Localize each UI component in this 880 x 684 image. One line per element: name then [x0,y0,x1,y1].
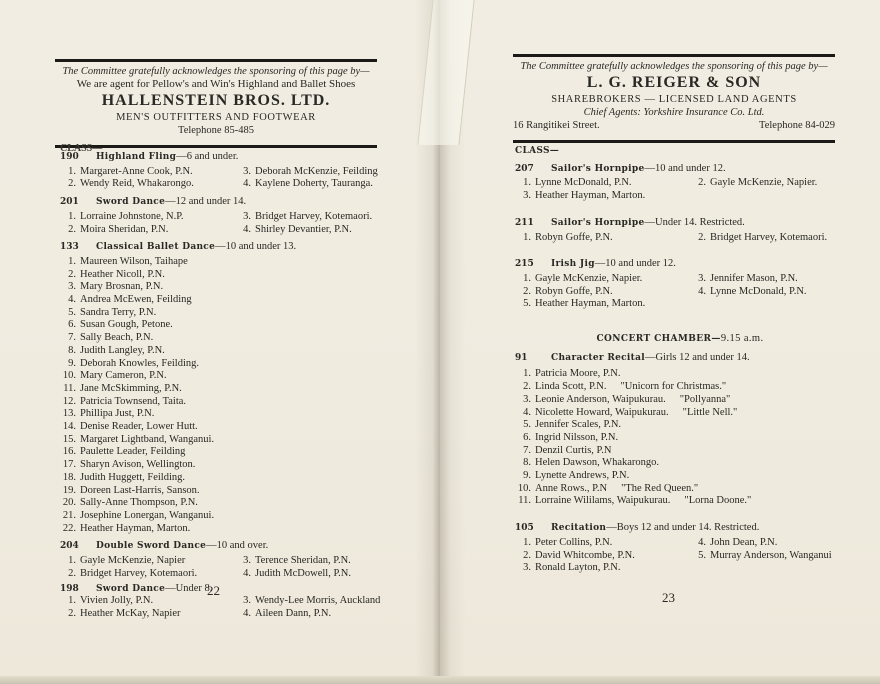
competitor: Helen Dawson, Whakarongo. [535,457,660,469]
placing [235,224,390,237]
placing [235,608,390,621]
event-number: 215 [515,259,534,270]
place-number: 3. [243,165,251,177]
competitor: Maureen Wilson, Taihape [80,255,188,267]
placing [60,555,235,568]
page-number: 23 [662,590,675,605]
place-number: 1. [523,272,531,284]
competitor: Judith McDowell, P.N. [255,567,351,579]
placing [515,381,845,394]
competitor: Doreen Last-Harris, Sanson. [80,484,200,496]
competitor: Heather Hayman, Marton. [535,190,646,202]
competitor: Gayle McKenzie, Napier. [710,177,818,189]
place-number: 2. [523,285,531,297]
place-number: 12. [62,395,76,407]
place-number: 5. [523,419,531,431]
competitor: Judith Huggett, Feilding. [80,471,185,483]
event-105 [515,522,845,575]
spacer [515,244,845,253]
event-190 [60,151,390,191]
results-left [60,144,390,621]
competitor: Heather Hayman, Marton. [535,298,646,310]
place-number: 2. [68,567,76,579]
competitor: Murray Anderson, Wanganui [710,549,832,561]
place-number: 17. [62,459,76,471]
competitor: Kaylene Doherty, Tauranga. [255,178,373,190]
competitor: Jane McSkimming, P.N. [80,382,182,394]
place-number: 21. [62,509,76,521]
placing [60,370,390,383]
competitor: Heather Nicoll, P.N. [80,268,165,280]
place-number: 4. [243,607,251,619]
event-heading [515,163,845,176]
sponsor-firm-name: HALLENSTEIN BROS. LTD. [101,92,331,109]
competitor: Heather Hayman, Marton. [80,522,191,534]
place-number: 8. [523,457,531,469]
competitor: Lorraine Wililams, Waipukurau. [535,495,671,507]
event-detail: —Girls 12 and under 14. [644,351,750,363]
placing [515,232,690,245]
place-number: 4. [698,536,706,548]
place-number: 1. [68,165,76,177]
place-number: 4. [698,285,706,297]
event-number: 211 [515,217,534,228]
placing [60,256,390,269]
placings [60,555,390,580]
event-number: 105 [515,523,534,534]
place-number: 1. [68,595,76,607]
competitor: Margaret Lightband, Wanganui. [80,433,215,445]
placing [515,432,845,445]
competitor: Phillipa Just, P.N. [80,408,155,420]
event-heading [60,151,390,164]
place-number: 5. [698,549,706,561]
competitor: Andrea McEwen, Feilding [80,294,192,306]
competitor: Robyn Goffe, P.N. [535,231,613,243]
competitor: Patricia Townsend, Taita. [80,395,187,407]
place-number: 1. [523,536,531,548]
place-number: 3. [243,555,251,567]
competitor: Mary Cameron, P.N. [80,370,167,382]
event-133 [60,241,390,535]
placing [515,537,690,550]
competitor: Denise Reader, Lower Hutt. [80,421,198,433]
placings [515,177,845,202]
place-number: 6. [68,319,76,331]
competitor: Deborah McKenzie, Feilding [255,165,378,177]
competitor: Sharyn Avison, Wellington. [80,459,196,471]
placing [235,568,390,581]
event-title: Irish Jig [551,259,595,270]
competitor: Lynne McDonald, P.N. [535,177,632,189]
section-time: 9.15 a.m. [720,333,764,345]
event-204 [60,540,390,580]
place-number: 3. [68,281,76,293]
competitor: Gayle McKenzie, Napier. [535,272,643,284]
sponsor-telephone: Telephone 85-485 [178,125,254,136]
competitor: Bridget Harvey, Kotemaori. [80,567,198,579]
placing [60,485,390,498]
competitor: Ronald Layton, P.N. [535,562,621,574]
competitor: Lynne McDonald, P.N. [710,285,807,297]
competitor: Sandra Terry, P.N. [80,306,157,318]
place-number: 2. [68,178,76,190]
place-number: 4. [523,406,531,418]
placing [515,470,845,483]
placings [515,537,845,575]
event-heading [60,196,390,209]
placing [235,555,390,568]
place-number: 2. [698,231,706,243]
event-heading [60,540,390,553]
sponsor-note: We are agent for Pellow's and Win's Highland and Ballet Shoes [76,78,356,90]
place-number: 16. [62,446,76,458]
competitor: John Dean, P.N. [710,536,778,548]
place-number: 7. [68,332,76,344]
placing [235,211,390,224]
placing [60,434,390,447]
event-detail: —Under 14. Restricted. [644,216,745,228]
place-number: 2. [68,268,76,280]
placing [60,307,390,320]
competitor: Denzil Curtis, P.N [535,444,612,456]
place-number: 4. [68,294,76,306]
event-number: 201 [60,197,79,208]
placing [515,457,845,470]
event-heading [60,583,390,596]
place-number: 4. [243,223,251,235]
place-number: 1. [68,555,76,567]
placing [515,394,845,407]
competitor: Wendy-Lee Morris, Auckland [255,595,381,607]
placing [60,269,390,282]
event-201 [60,196,390,236]
event-title: Recitation [551,523,607,534]
event-heading [515,522,845,535]
event-heading [515,352,845,365]
event-title: Sword Dance [96,583,166,594]
event-title: Character Recital [551,352,645,363]
place-number: 3. [243,210,251,222]
event-number: 204 [60,541,79,552]
sponsor-address: 16 Rangitikei Street. [513,120,600,131]
competitor: Paulette Leader, Feilding [80,446,186,458]
piece-title: "Unicorn for Christmas." [620,381,727,393]
competitor: Lynette Andrews, P.N. [535,470,630,482]
competitor: Shirley Devantier, P.N. [255,223,352,235]
competitor: Peter Collins, P.N. [535,536,613,548]
place-number: 2. [523,381,531,393]
event-detail: —12 and under 14. [165,196,247,208]
place-number: 4. [243,567,251,579]
placing [60,446,390,459]
placing [60,568,235,581]
place-number: 18. [62,471,76,483]
placing [690,232,845,245]
placing [60,421,390,434]
event-title: Double Sword Dance [96,541,207,552]
place-number: 2. [68,223,76,235]
sponsor-box-right [513,54,835,143]
competitor: Moira Sheridan, P.N. [80,223,169,235]
place-number: 1. [523,368,531,380]
place-number: 3. [523,393,531,405]
sponsor-subtitle: SHAREBROKERS — LICENSED LAND AGENTS [551,94,797,105]
place-number: 7. [523,444,531,456]
event-heading [515,258,845,271]
event-207 [515,163,845,203]
competitor: Aileen Dann, P.N. [255,607,332,619]
piece-title: "Lorna Doone." [684,495,752,507]
place-number: 11. [518,495,531,507]
placing [60,608,235,621]
event-title: Sailor's Hornpipe [551,217,645,228]
competitor: Nicolette Howard, Waipukurau. [535,406,669,418]
competitor: Judith Langley, P.N. [80,344,165,356]
placing [515,190,690,203]
placing [515,562,690,575]
placings [515,273,845,311]
place-number: 2. [523,549,531,561]
place-number: 3. [243,595,251,607]
placing [235,178,390,191]
place-number: 3. [523,562,531,574]
competitor: Leonie Anderson, Waipukurau. [535,393,666,405]
competitor: Sally Beach, P.N. [80,332,154,344]
placing [690,537,845,550]
competitor: Josephine Lonergan, Wanganui. [80,509,215,521]
spacer [515,203,845,212]
event-title: Classical Ballet Dance [96,242,216,253]
placings [60,211,390,236]
placing [515,483,845,496]
placing [60,523,390,536]
placings [60,166,390,191]
placing [60,319,390,332]
event-detail: —Under 8. [165,582,213,594]
placing [515,298,690,311]
competitor: Vivien Jolly, P.N. [80,595,154,607]
event-detail: —10 and under 12. [644,162,726,174]
place-number: 1. [523,231,531,243]
section-heading [515,333,845,346]
event-detail: —10 and over. [206,540,269,552]
placing [690,177,845,190]
place-number: 1. [68,210,76,222]
placing [60,396,390,409]
placing [60,224,235,237]
event-title: Sailor's Hornpipe [551,163,645,174]
place-number: 4. [243,178,251,190]
competitor: David Whitcombe, P.N. [535,549,635,561]
placing [515,407,845,420]
event-title: Highland Fling [96,152,177,162]
competitor: Anne Rows., P.N [535,482,608,494]
competitor: Lorraine Johnstone, N.P. [80,210,184,222]
event-215 [515,258,845,311]
placings [60,595,390,620]
event-number: 198 [60,583,79,594]
place-number: 2. [698,177,706,189]
placing [60,332,390,345]
page-number: 22 [207,583,220,598]
competitor: Susan Gough, Petone. [80,319,173,331]
competitor: Linda Scott, P.N. [535,381,607,393]
place-number: 13. [62,408,76,420]
placings [515,232,845,245]
placing [235,166,390,179]
place-number: 19. [62,484,76,496]
placing [60,358,390,371]
event-title: Sword Dance [96,197,166,208]
place-number: 3. [698,272,706,284]
placing [60,211,235,224]
place-number: 22. [62,522,76,534]
class-label: CLASS— [515,146,560,156]
competitor: Patricia Moore, P.N. [535,368,621,380]
competitor: Bridget Harvey, Kotemaori. [255,210,373,222]
event-198 [60,583,390,621]
placings [515,368,845,508]
place-number: 9. [68,357,76,369]
event-91 [515,352,845,508]
placing [60,294,390,307]
results-right [515,145,845,575]
event-number: 133 [60,242,79,253]
place-number: 5. [68,306,76,318]
placing [690,286,845,299]
spacer [515,508,845,517]
placing [235,595,390,608]
placing [60,178,235,191]
event-detail: —10 and under 12. [594,258,676,270]
competitor: Mary Brosnan, P.N. [80,281,164,293]
place-number: 1. [523,177,531,189]
place-number: 5. [523,298,531,310]
piece-title: "Pollyanna" [679,393,731,405]
placing [60,510,390,523]
sponsor-agents: Chief Agents: Yorkshire Insurance Co. Ltd. [583,107,765,118]
sponsor-firm-name: L. G. REIGER & SON [586,74,762,91]
page-bottom-edge [0,676,880,684]
competitor: Terence Sheridan, P.N. [255,555,351,567]
competitor: Robyn Goffe, P.N. [535,285,613,297]
event-detail: —10 and under 13. [215,241,297,253]
piece-title: "The Red Queen." [621,482,699,494]
event-number: 190 [60,152,79,162]
placing [515,550,690,563]
event-heading [60,241,390,254]
placing [60,383,390,396]
place-number: 8. [68,344,76,356]
competitor: Deborah Knowles, Feilding. [80,357,199,369]
sponsor-acknowledgement: The Committee gratefully acknowledges the sponsoring of this page by— [62,66,370,77]
placing [60,166,235,179]
piece-title: "Little Nell." [682,406,738,418]
placing [60,281,390,294]
sponsor-address-row [513,119,835,132]
placing [515,273,690,286]
placing [515,445,845,458]
place-number: 11. [63,382,76,394]
place-number: 9. [523,470,531,482]
competitor: Heather McKay, Napier [80,607,181,619]
placings [60,256,390,535]
sponsor-acknowledgement: The Committee gratefully acknowledges the sponsoring of this page by— [520,61,828,72]
placing [515,368,845,381]
place-number: 10. [517,482,531,494]
sponsor-box-left [55,59,377,148]
competitor: Bridget Harvey, Kotemaori. [710,231,828,243]
placing [60,408,390,421]
event-number: 207 [515,163,534,174]
competitor: Wendy Reid, Whakarongo. [80,178,194,190]
place-number: 14. [62,421,76,433]
event-211 [515,217,845,244]
sponsor-subtitle: MEN'S OUTFITTERS AND FOOTWEAR [116,112,316,123]
place-number: 15. [62,433,76,445]
placing [60,472,390,485]
competitor: Jennifer Scales, P.N. [535,419,622,431]
competitor: Ingrid Nilsson, P.N. [535,431,619,443]
placing [515,286,690,299]
event-heading [515,217,845,230]
competitor: Jennifer Mason, P.N. [710,272,798,284]
place-number: 3. [523,190,531,202]
competitor: Gayle McKenzie, Napier [80,555,186,567]
place-number: 6. [523,431,531,443]
placing [690,273,845,286]
competitor: Sally-Anne Thompson, P.N. [80,497,198,509]
placing [60,459,390,472]
placing [515,177,690,190]
sponsor-telephone: Telephone 84-029 [759,120,835,131]
placing [515,419,845,432]
event-detail: —6 and under. [176,151,239,162]
section-venue: CONCERT CHAMBER— [596,334,721,345]
competitor: Margaret-Anne Cook, P.N. [80,165,193,177]
place-number: 20. [62,497,76,509]
placing [60,497,390,510]
class-label-cut: CLASS— [60,143,103,154]
placing [690,550,845,563]
place-number: 10. [62,370,76,382]
place-number: 2. [68,607,76,619]
event-number: 91 [515,352,528,363]
event-detail: —Boys 12 and under 14. Restricted. [606,522,760,534]
place-number: 1. [68,255,76,267]
placing [515,495,845,508]
placing [60,345,390,358]
